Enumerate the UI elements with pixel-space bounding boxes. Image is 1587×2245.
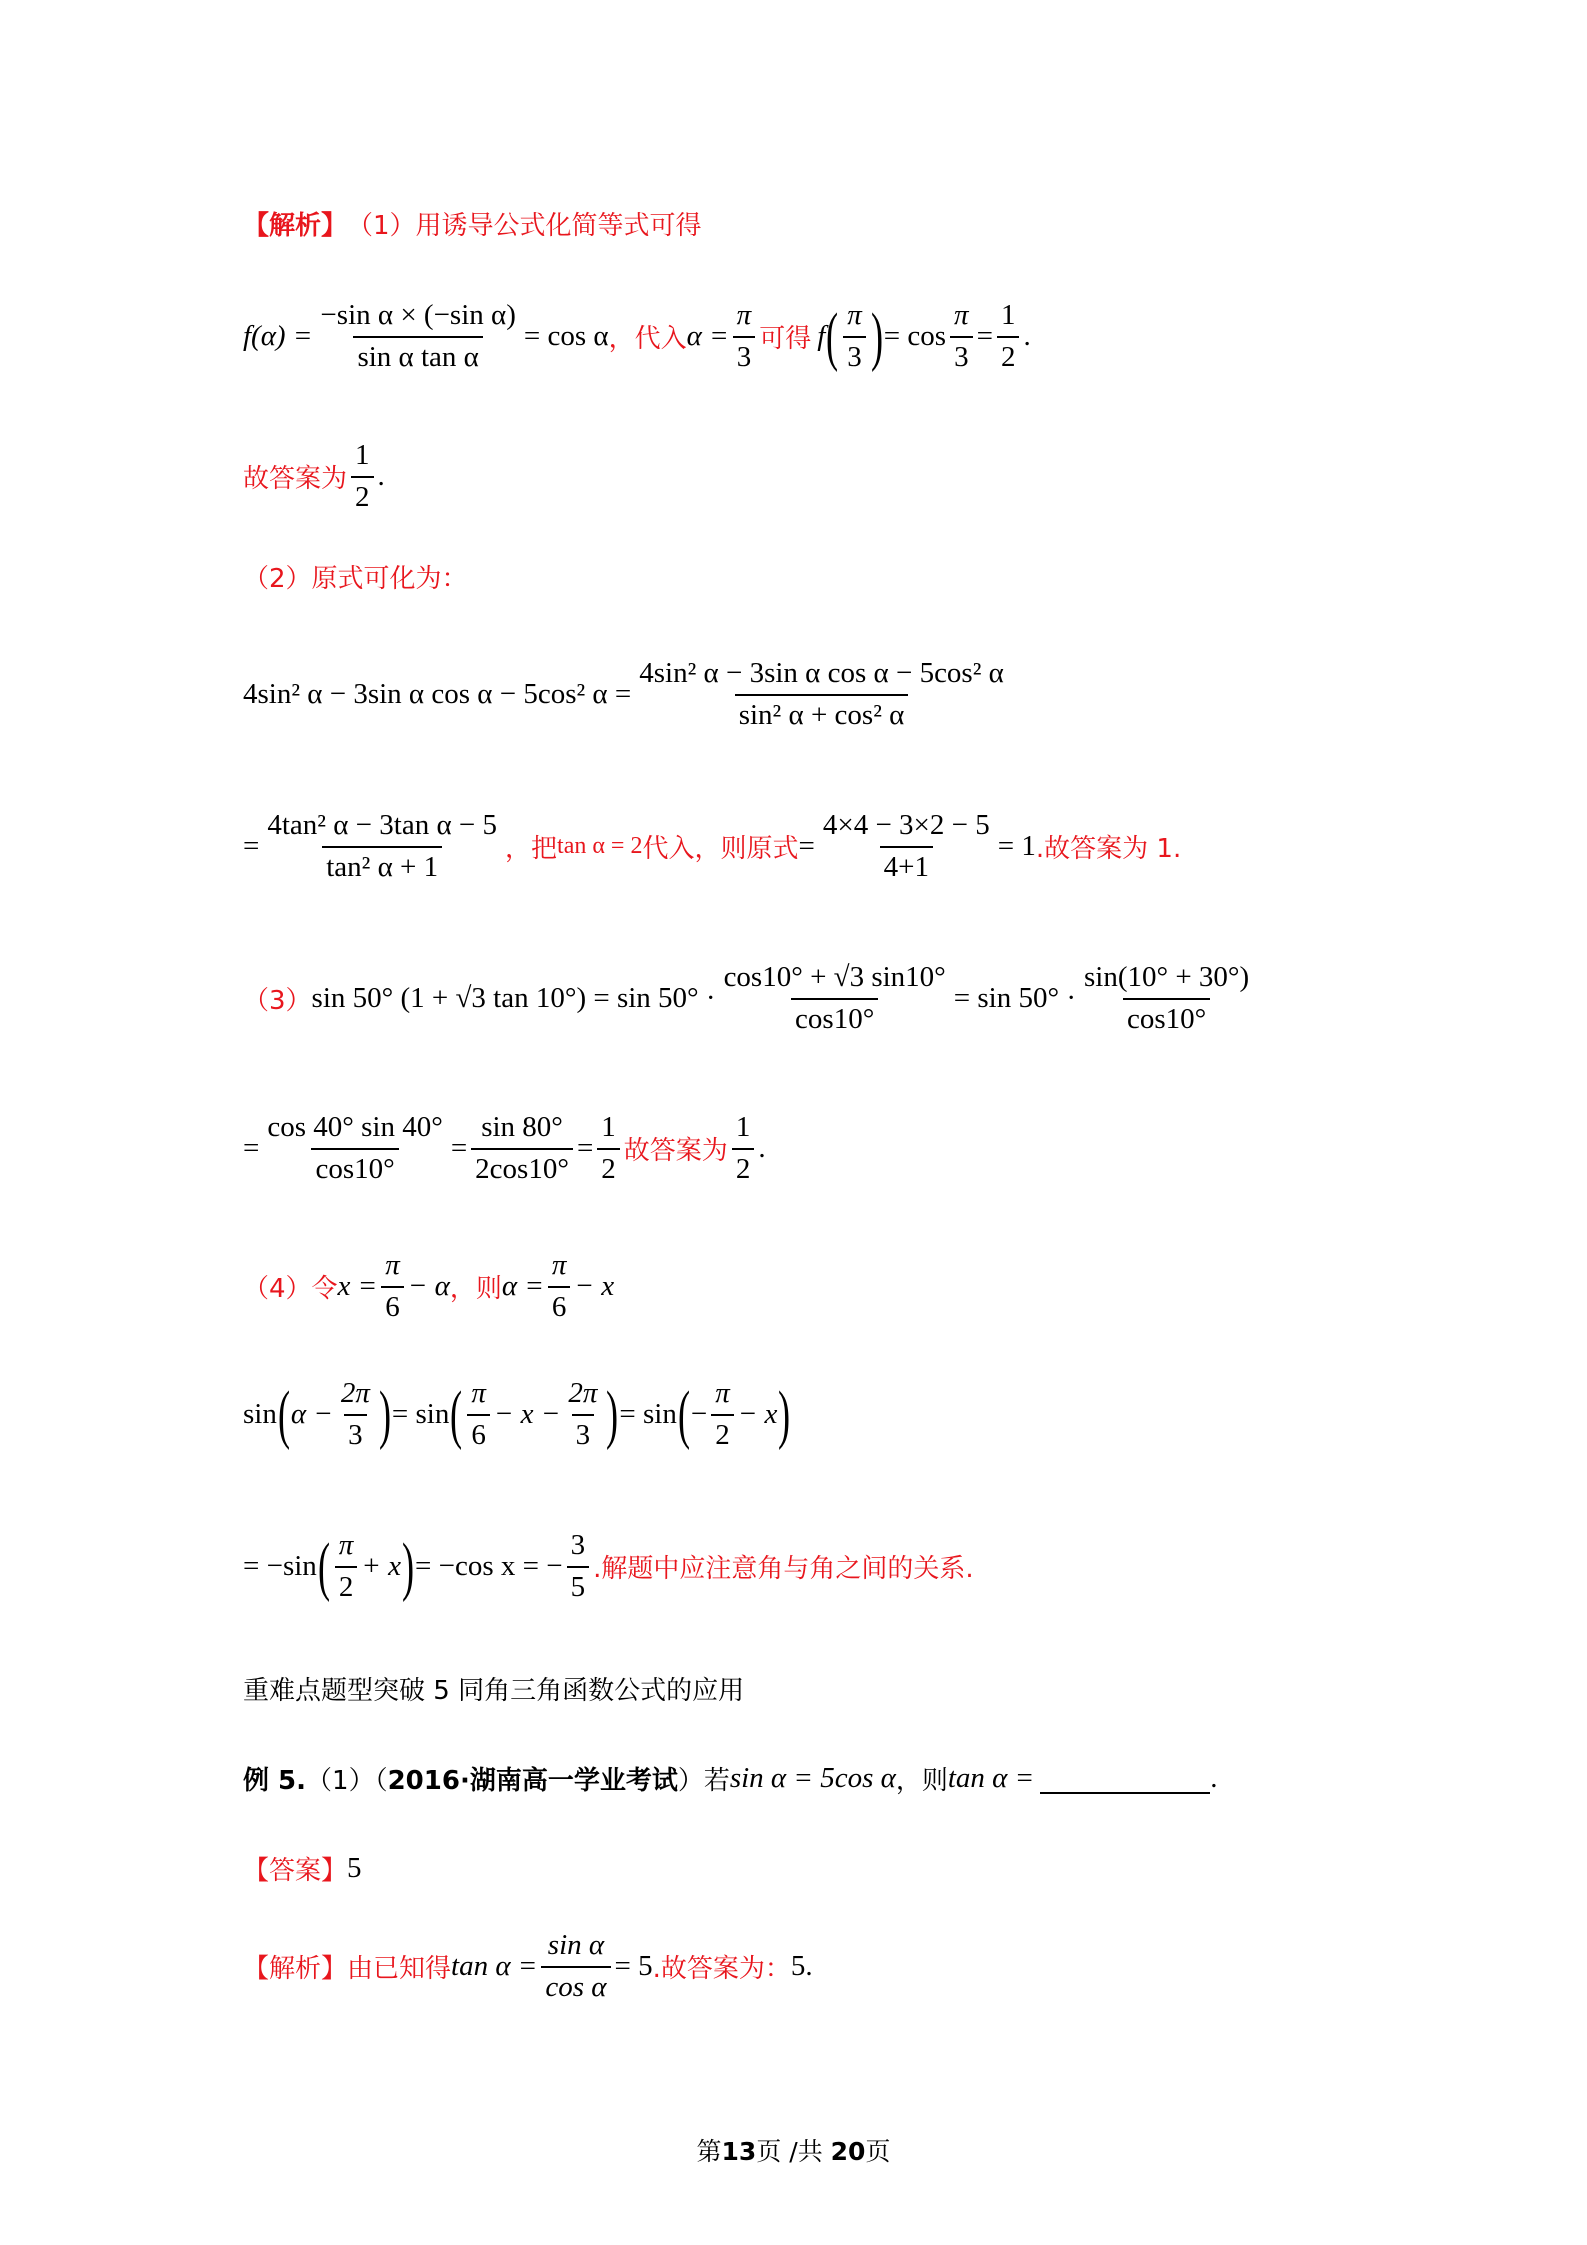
text-if: ）若: [677, 1766, 730, 1796]
answer-tag: 【答案】: [243, 1856, 348, 1886]
analysis-text: （1）用诱导公式化简等式可得: [347, 211, 702, 241]
numerator: π: [385, 1249, 400, 1281]
sin: sin: [243, 1398, 277, 1431]
fraction-1-2: [351, 440, 374, 514]
lhs: f(α) =: [243, 320, 313, 353]
fraction: [263, 1112, 446, 1186]
formula-part4-1: [243, 1250, 614, 1324]
answer-text: 故答案为: [243, 464, 348, 495]
minus-x: − x: [737, 1398, 778, 1431]
fraction-numeric: [819, 810, 994, 884]
plus-x: + x: [361, 1550, 402, 1583]
numerator: 1: [601, 1111, 616, 1143]
denominator: 3: [733, 336, 756, 374]
formula-part3-1: [243, 962, 1257, 1036]
equals: =: [976, 320, 993, 353]
fraction-pi-2: [711, 1378, 734, 1452]
text-substitute: 代入，则原式: [642, 834, 799, 865]
footer-text: 第: [696, 2137, 722, 2166]
text-then: ，则: [449, 1274, 502, 1305]
text-known: 由已知得: [347, 1954, 452, 1985]
page-footer: [0, 2132, 1587, 2168]
denominator: 3: [344, 1414, 367, 1452]
alpha-eq: α =: [686, 320, 729, 353]
denominator: 5: [567, 1566, 590, 1604]
source: 2016·湖南高一学业考试: [387, 1766, 678, 1796]
current-page: 13: [721, 2137, 757, 2166]
expression: sin 50° (1 + √3 tan 10°) = sin 50° ·: [311, 982, 716, 1015]
denominator: 3: [843, 336, 866, 374]
eq-neg-sin: = −sin: [243, 1550, 317, 1583]
result: = 1: [997, 830, 1036, 863]
numerator: 4sin² α − 3sin α cos α − 5cos² α: [639, 657, 1004, 689]
fraction: [1080, 962, 1253, 1036]
part-2-text: （2）原式可化为：: [243, 564, 468, 594]
numerator: π: [715, 1377, 730, 1409]
fraction-pi-6: [548, 1250, 571, 1324]
alpha-minus: α −: [290, 1398, 333, 1431]
denominator: 6: [381, 1286, 404, 1324]
formula-part4-3: = −sin ( $\frac{\pi}{2}$ + x ) = −cos x = − $\frac{3}{5}$ .解题中应注意角与角之间的关系.: [243, 1529, 974, 1603]
text-get: 可得: [759, 324, 812, 355]
fraction-tan: [263, 810, 501, 884]
numerator: π: [954, 299, 969, 331]
analysis-tag: 【解析】: [243, 1954, 348, 1985]
text-then: ，则: [895, 1766, 948, 1796]
condition: tan α = 2: [557, 833, 643, 860]
answer-text: .故答案为：: [652, 1954, 791, 1985]
numerator: 2π: [340, 1377, 370, 1409]
analysis-line-2: [243, 1930, 813, 2004]
fraction: [541, 1930, 610, 2004]
fraction-pi-6: [381, 1250, 404, 1324]
numerator: π: [551, 1249, 567, 1281]
lhs: tan α =: [451, 1950, 538, 1983]
denominator: 3: [950, 336, 973, 374]
denominator: cos α: [541, 1966, 610, 2004]
ask: tan α =: [947, 1762, 1035, 1794]
part-4-label: （4）令: [243, 1274, 338, 1305]
condition: sin α = 5cos α: [729, 1762, 896, 1794]
func-f: f: [817, 320, 826, 353]
numerator: sin 80°: [481, 1111, 563, 1143]
fraction-pi-3: [733, 300, 756, 374]
analysis-heading-1: [243, 205, 702, 242]
equals: =: [576, 1132, 594, 1165]
fraction-2pi-3: [337, 1378, 374, 1452]
fraction-1-2: [997, 300, 1020, 374]
minus-x: − x: [574, 1270, 615, 1303]
numerator: π: [736, 299, 752, 331]
numerator: π: [847, 299, 862, 331]
total-pages: 20: [830, 2137, 866, 2166]
formula-part4-2: sin ( α − $\frac{2\pi}{3}$ ) = sin ( $\frac{\pi}{6}$ − x − $\frac{2\pi}{3}$ ) = sin ( − $\frac{\pi}{2}$ − x ): [243, 1377, 791, 1451]
denominator: 2: [711, 1414, 734, 1452]
text-put: ，把: [505, 834, 558, 865]
numerator: π: [338, 1529, 354, 1561]
numerator: cos 40° sin 40°: [267, 1111, 443, 1143]
numerator: 4×4 − 3×2 − 5: [822, 809, 990, 841]
lhs: 4sin² α − 3sin α cos α − 5cos² α =: [243, 678, 632, 711]
answer-blank[interactable]: [1040, 1764, 1210, 1794]
part-3-label: （3）: [243, 986, 312, 1017]
answer-line-2: [243, 1850, 362, 1887]
fraction-pi-2: [335, 1530, 358, 1604]
numerator: cos10° + √3 sin10°: [723, 961, 946, 993]
denominator: 2: [997, 336, 1020, 374]
denominator: 2: [351, 476, 374, 514]
alpha-eq: α =: [501, 1270, 544, 1303]
part-label: （1）（: [306, 1766, 388, 1796]
numerator: 1: [735, 1111, 751, 1143]
denominator: cos10°: [1123, 998, 1210, 1036]
fraction: [720, 962, 950, 1036]
x-eq: x =: [337, 1270, 378, 1303]
fraction: [635, 658, 1008, 732]
numerator: 1: [355, 439, 370, 471]
result: = −cos x = −: [415, 1550, 563, 1583]
denominator: 2cos10°: [471, 1148, 573, 1186]
answer-text: 故答案为: [623, 1136, 728, 1167]
negative: −: [690, 1398, 708, 1431]
numerator: −sin α × (−sin α): [320, 299, 516, 331]
period: .: [1210, 1762, 1218, 1794]
result: = cos α: [523, 320, 609, 353]
text-substitute: 代入: [634, 324, 687, 355]
fraction-pi-6: [467, 1378, 490, 1452]
period: .: [377, 460, 385, 493]
denominator: 4+1: [880, 846, 933, 884]
equals: =: [243, 830, 260, 863]
analysis-tag: 【解析】: [243, 211, 348, 241]
formula-part2-2: [243, 810, 1181, 884]
numerator: 3: [570, 1529, 586, 1561]
formula-part3-2: [243, 1112, 766, 1186]
result: = 5: [614, 1950, 653, 1983]
denominator: tan² α + 1: [322, 846, 442, 884]
minus-alpha: − α: [407, 1270, 450, 1303]
footer-text: 页: [865, 2137, 891, 2166]
answer-text: .故答案为 1.: [1035, 834, 1182, 865]
eq-cos: = cos: [883, 320, 947, 353]
note-text: .解题中应注意角与角之间的关系.: [593, 1554, 974, 1585]
answer-value: 5: [347, 1852, 362, 1884]
denominator: 2: [597, 1148, 620, 1186]
denominator: sin² α + cos² α: [735, 694, 909, 732]
equals: =: [243, 1132, 260, 1165]
formula-part2-1: [243, 658, 1012, 732]
section-heading: [243, 1670, 744, 1707]
period: .: [1023, 320, 1031, 353]
numerator: sin α: [547, 1929, 605, 1961]
denominator: 2: [732, 1148, 755, 1186]
comma: ，: [608, 324, 635, 355]
fraction-1-2: [732, 1112, 755, 1186]
part-2-heading: [243, 558, 468, 595]
denominator: 6: [467, 1414, 490, 1452]
denominator: sin α tan α: [353, 336, 482, 374]
answer-line-1: [243, 440, 385, 514]
fraction: [316, 300, 519, 374]
denominator: 2: [335, 1566, 358, 1604]
numerator: π: [471, 1377, 486, 1409]
denominator: cos10°: [791, 998, 878, 1036]
expression: = sin 50° ·: [953, 982, 1076, 1015]
formula-f-alpha: f(α) = $\frac{\text{−sin α × (−sin α)}}{\text{sin α tan α}}$ = cos α ， 代入 α = $\frac{\pi}{3}$ 可得 f ( $\frac{\pi}{3}$ ) = cos $\frac{\pi}{3}$ = $\frac{1}{2}$ .: [243, 299, 1031, 373]
numerator: 2π: [568, 1377, 598, 1409]
answer-value: 5.: [790, 1950, 813, 1983]
denominator: 6: [548, 1286, 571, 1324]
eq-sin: = sin: [619, 1398, 677, 1431]
fraction-pi-3: [950, 300, 973, 374]
denominator: 3: [572, 1414, 595, 1452]
footer-text: 页 /共: [756, 2137, 831, 2166]
fraction-pi-3: [843, 300, 866, 374]
example-label: 例 5.: [243, 1766, 307, 1796]
fraction-1-2: [597, 1112, 620, 1186]
eq-sin: = sin: [391, 1398, 450, 1431]
numerator: 4tan² α − 3tan α − 5: [267, 809, 498, 841]
equals: =: [798, 830, 815, 863]
fraction-3-5: [567, 1530, 590, 1604]
section-title: 重难点题型突破 5 同角三角函数公式的应用: [243, 1676, 745, 1706]
numerator: 1: [1000, 299, 1016, 331]
fraction: [471, 1112, 573, 1186]
denominator: cos10°: [311, 1148, 398, 1186]
equals: =: [450, 1132, 468, 1165]
numerator: sin(10° + 30°): [1083, 961, 1250, 993]
minus-x-minus: − x −: [493, 1398, 561, 1431]
example-5-question: [243, 1760, 1217, 1797]
period: .: [758, 1132, 766, 1165]
fraction-2pi-3: [564, 1378, 601, 1452]
